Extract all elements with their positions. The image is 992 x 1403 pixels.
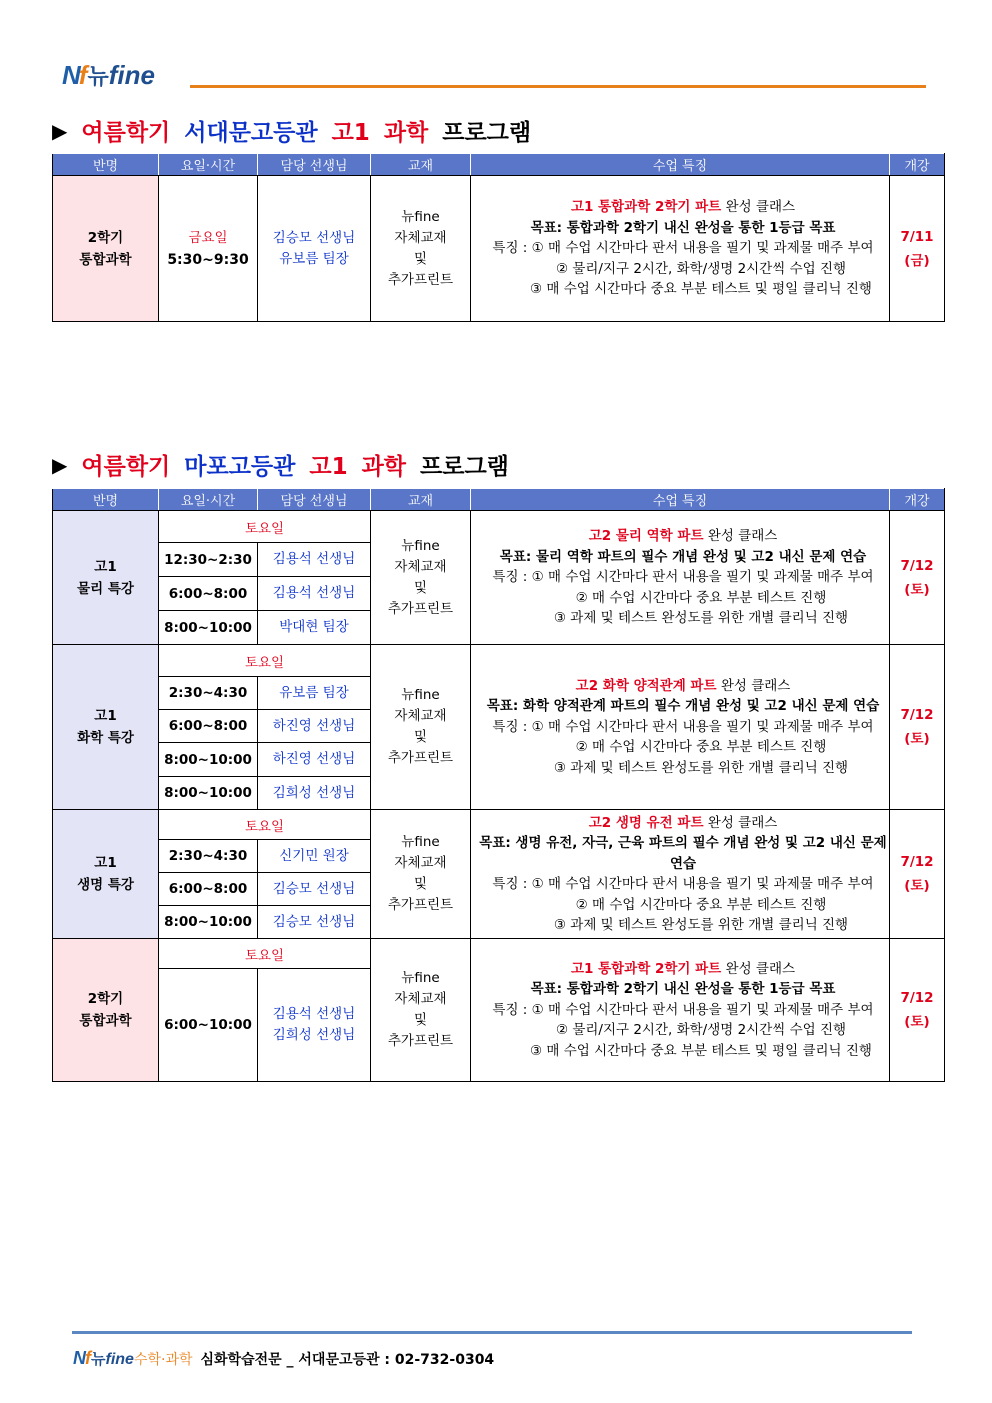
feature-heading-part: 고1 통합과학 2학기 파트 [570,960,722,977]
slot-teacher: 김희성 선생님 [258,777,371,810]
open-date-cell [890,511,945,645]
header-time: 요일·시간 [159,154,258,176]
feature-heading [477,959,889,980]
header-open: 개강 [890,154,945,176]
header-class: 반명 [53,154,159,176]
feature-heading-part: 고2 물리 역학 파트 [588,528,704,545]
header-book: 교재 [371,154,471,176]
feature-heading-suffix: 완성 클래스 [721,199,796,216]
class-name-line: 2학기 [87,229,124,246]
table-row [53,645,945,677]
class-name-line: 고1 [94,855,117,871]
feature-heading [477,526,889,547]
title-word: 고1 [331,120,370,146]
class-name-cell [53,810,159,939]
open-day: (토) [904,878,930,894]
open-day: (토) [904,1014,930,1030]
slot-time: 6:00~8:00 [159,710,258,743]
class-name-line: 화학 특강 [77,730,134,746]
slot-teacher: 김용석 선생님 [258,577,371,611]
feature-item: ③ 매 수업 시간마다 중요 부분 테스트 및 평일 클리닉 진행 [530,281,872,298]
brand-logo [62,60,155,91]
book-line: 추가프린트 [387,1033,454,1049]
slot-time: 6:00~8:00 [159,577,258,611]
day-label: 토요일 [159,939,371,969]
feature-item: ③ 매 수업 시간마다 중요 부분 테스트 및 평일 클리닉 진행 [530,1042,872,1059]
book-line: 추가프린트 [387,600,454,617]
header-open: 개강 [890,489,945,511]
title-word: 과학 [361,454,407,480]
table-row [53,939,945,969]
open-day: (금) [904,252,930,269]
feature-heading-part: 고1 통합과학 2학기 파트 [570,199,722,216]
book-cell [371,176,471,322]
slot-time: 8:00~10:00 [159,743,258,777]
book-line: 추가프린트 [387,750,454,766]
footer-logo-en: fine [105,1351,134,1368]
slot-teacher: 김승모 선생님 [258,906,371,939]
feature-goal: 목표: 물리 역학 파트의 필수 개념 완성 및 고2 내신 문제 연습 [499,548,867,565]
slot-teacher: 김승모 선생님 [258,873,371,906]
footer-subjects: 수학·과학 [133,1352,193,1368]
book-line: 추가프린트 [387,897,454,913]
title-word: 고1 [309,454,348,480]
book-line: 자체교재 [394,991,447,1007]
class-name-line: 2학기 [87,991,124,1007]
book-line: 자체교재 [394,855,447,871]
feature-item: ② 물리/지구 2시간, 화학/생명 2시간씩 수업 진행 [555,1022,847,1039]
logo-mark: Nf [62,60,86,90]
feature-item: ③ 과제 및 테스트 완성도를 위한 개별 클리닉 진행 [553,759,849,776]
features-cell [471,645,890,810]
header-book: 교재 [371,489,471,511]
teacher-name: 유보름 팀장 [279,250,349,267]
open-date: 7/11 [900,228,934,245]
class-name-line: 고1 [94,558,117,575]
open-day: (토) [904,731,930,747]
feature-heading-part: 고2 화학 양적관계 파트 [575,677,717,694]
book-line: 뉴fine [401,834,440,850]
title-word: 여름학기 [81,454,171,480]
header-features: 수업 특징 [471,489,890,511]
slot-time: 6:00~10:00 [159,969,258,1082]
day-label: 토요일 [159,645,371,677]
footer-logo-mark: Nf [73,1348,90,1368]
teacher-cell [258,176,371,322]
title-word: 과학 [383,120,429,146]
book-line: 자체교재 [394,229,447,246]
feature-item: ② 매 수업 시간마다 중요 부분 테스트 진행 [575,589,827,606]
open-date: 7/12 [900,707,934,723]
class-name-cell [53,939,159,1082]
footer-logo-ko: 뉴 [91,1350,106,1368]
book-line: 자체교재 [394,558,447,575]
table-header-row [53,489,945,511]
book-cell [371,645,471,810]
slot-teacher: 신기민 원장 [258,840,371,873]
slot-time: 8:00~10:00 [159,906,258,939]
slot-teacher: 하진영 선생님 [258,743,371,777]
feature-heading-suffix: 완성 클래스 [703,814,778,831]
day-label: 토요일 [159,511,371,543]
title-word: 프로그램 [420,454,509,480]
feature-goal: 목표: 화학 양적관계 파트의 필수 개념 완성 및 고2 내신 문제 연습 [486,698,880,715]
header-rule [190,85,926,88]
table-row [53,810,945,840]
slot-teacher: 박대현 팀장 [258,611,371,645]
slot-teacher: 유보름 팀장 [258,677,371,710]
table-row [53,176,945,322]
book-cell [371,810,471,939]
book-line: 및 [413,729,428,745]
open-date-cell [890,810,945,939]
feature-heading-suffix: 완성 클래스 [721,960,796,977]
day-time-cell [159,176,258,322]
feature-item: 특징 : ① 매 수업 시간마다 판서 내용을 필기 및 과제물 매주 부여 [492,876,874,892]
day-label: 금요일 [188,229,228,246]
slot-teacher: 하진영 선생님 [258,710,371,743]
feature-heading-suffix: 완성 클래스 [703,528,778,545]
schedule-table-seodaemun [52,153,945,322]
title-word: 여름학기 [81,120,171,146]
book-line: 뉴fine [401,970,440,986]
footer-contact: 심화학습전문 _ 서대문고등관 : 02-732-0304 [200,1352,495,1368]
feature-goal: 목표: 통합과학 2학기 내신 완성을 통한 1등급 목표 [530,981,836,998]
teacher-name: 김승모 선생님 [272,229,356,246]
slot-time: 2:30~4:30 [159,677,258,710]
open-day: (토) [904,581,930,598]
feature-heading-suffix: 완성 클래스 [716,677,791,694]
feature-item: ② 매 수업 시간마다 중요 부분 테스트 진행 [575,896,827,913]
book-line: 및 [413,876,428,892]
open-date: 7/12 [900,854,934,870]
book-cell [371,939,471,1082]
feature-item: ② 매 수업 시간마다 중요 부분 테스트 진행 [575,739,827,756]
section-title-mapo [52,448,523,481]
features-cell [471,176,890,322]
slot-time: 8:00~10:00 [159,611,258,645]
triangle-arrow-icon: ▶ [52,452,68,477]
footer-rule [72,1331,912,1334]
book-line: 뉴fine [401,687,440,703]
title-word: 프로그램 [442,120,532,146]
feature-item: ③ 과제 및 테스트 완성도를 위한 개별 클리닉 진행 [553,610,849,627]
feature-item: ② 물리/지구 2시간, 화학/생명 2시간씩 수업 진행 [555,260,847,277]
slot-time: 2:30~4:30 [159,840,258,873]
teacher-cell [258,969,371,1082]
header-teacher: 담당 선생님 [258,154,371,176]
open-date-cell [890,176,945,322]
feature-heading [477,813,889,834]
class-name-line: 통합과학 [79,1013,132,1029]
book-line: 및 [413,579,428,596]
header-features: 수업 특징 [471,154,890,176]
header-time: 요일·시간 [159,489,258,511]
open-date-cell [890,939,945,1082]
footer [73,1348,494,1369]
slot-time: 12:30~2:30 [159,543,258,577]
feature-item: 특징 : ① 매 수업 시간마다 판서 내용을 필기 및 과제물 매주 부여 [492,718,874,735]
triangle-arrow-icon: ▶ [52,118,68,143]
book-cell [371,511,471,645]
open-date-cell [890,645,945,810]
day-label: 토요일 [159,810,371,840]
feature-item: 특징 : ① 매 수업 시간마다 판서 내용을 필기 및 과제물 매주 부여 [492,1001,874,1018]
logo-ko: 뉴 [87,65,109,90]
book-line: 및 [413,250,428,267]
feature-item: 특징 : ① 매 수업 시간마다 판서 내용을 필기 및 과제물 매주 부여 [492,569,874,586]
title-word: 마포고등관 [184,454,296,480]
teacher-name: 김용석 선생님 [272,1006,356,1022]
class-name-cell [53,176,159,322]
book-line: 뉴fine [401,537,440,554]
class-name-cell [53,511,159,645]
table-row [53,511,945,543]
class-name-cell [53,645,159,810]
schedule-table-mapo [52,488,945,1082]
title-word: 서대문고등관 [184,120,318,146]
feature-heading-part: 고2 생명 유전 파트 [588,814,704,831]
features-cell [471,511,890,645]
book-line: 추가프린트 [387,271,454,288]
features-cell [471,810,890,939]
feature-heading [477,676,889,697]
logo-en: fine [108,60,155,90]
header-teacher: 담당 선생님 [258,489,371,511]
table-header-row [53,154,945,176]
class-name-line: 고1 [94,708,117,724]
slot-time: 6:00~8:00 [159,873,258,906]
teacher-name: 김희성 선생님 [272,1027,356,1043]
feature-item: ③ 과제 및 테스트 완성도를 위한 개별 클리닉 진행 [553,917,849,933]
slot-time: 8:00~10:00 [159,777,258,810]
class-name-line: 물리 특강 [77,580,134,597]
class-name-line: 통합과학 [79,251,132,268]
feature-goal: 목표: 통합과학 2학기 내신 완성을 통한 1등급 목표 [530,219,836,236]
features-cell [471,939,890,1082]
header-class: 반명 [53,489,159,511]
time-label: 5:30~9:30 [167,251,249,268]
open-date: 7/12 [900,557,934,574]
feature-goal: 목표: 생명 유전, 자극, 근육 파트의 필수 개념 완성 및 고2 내신 문제 연습 [479,835,887,872]
section-title-seodaemun [52,114,545,147]
class-name-line: 생명 특강 [77,877,134,893]
book-line: 뉴fine [401,208,440,225]
open-date: 7/12 [900,990,934,1006]
feature-item: 특징 : ① 매 수업 시간마다 판서 내용을 필기 및 과제물 매주 부여 [492,240,874,257]
slot-teacher: 김용석 선생님 [258,543,371,577]
book-line: 자체교재 [394,708,447,724]
feature-heading [477,197,889,218]
book-line: 및 [413,1012,428,1028]
